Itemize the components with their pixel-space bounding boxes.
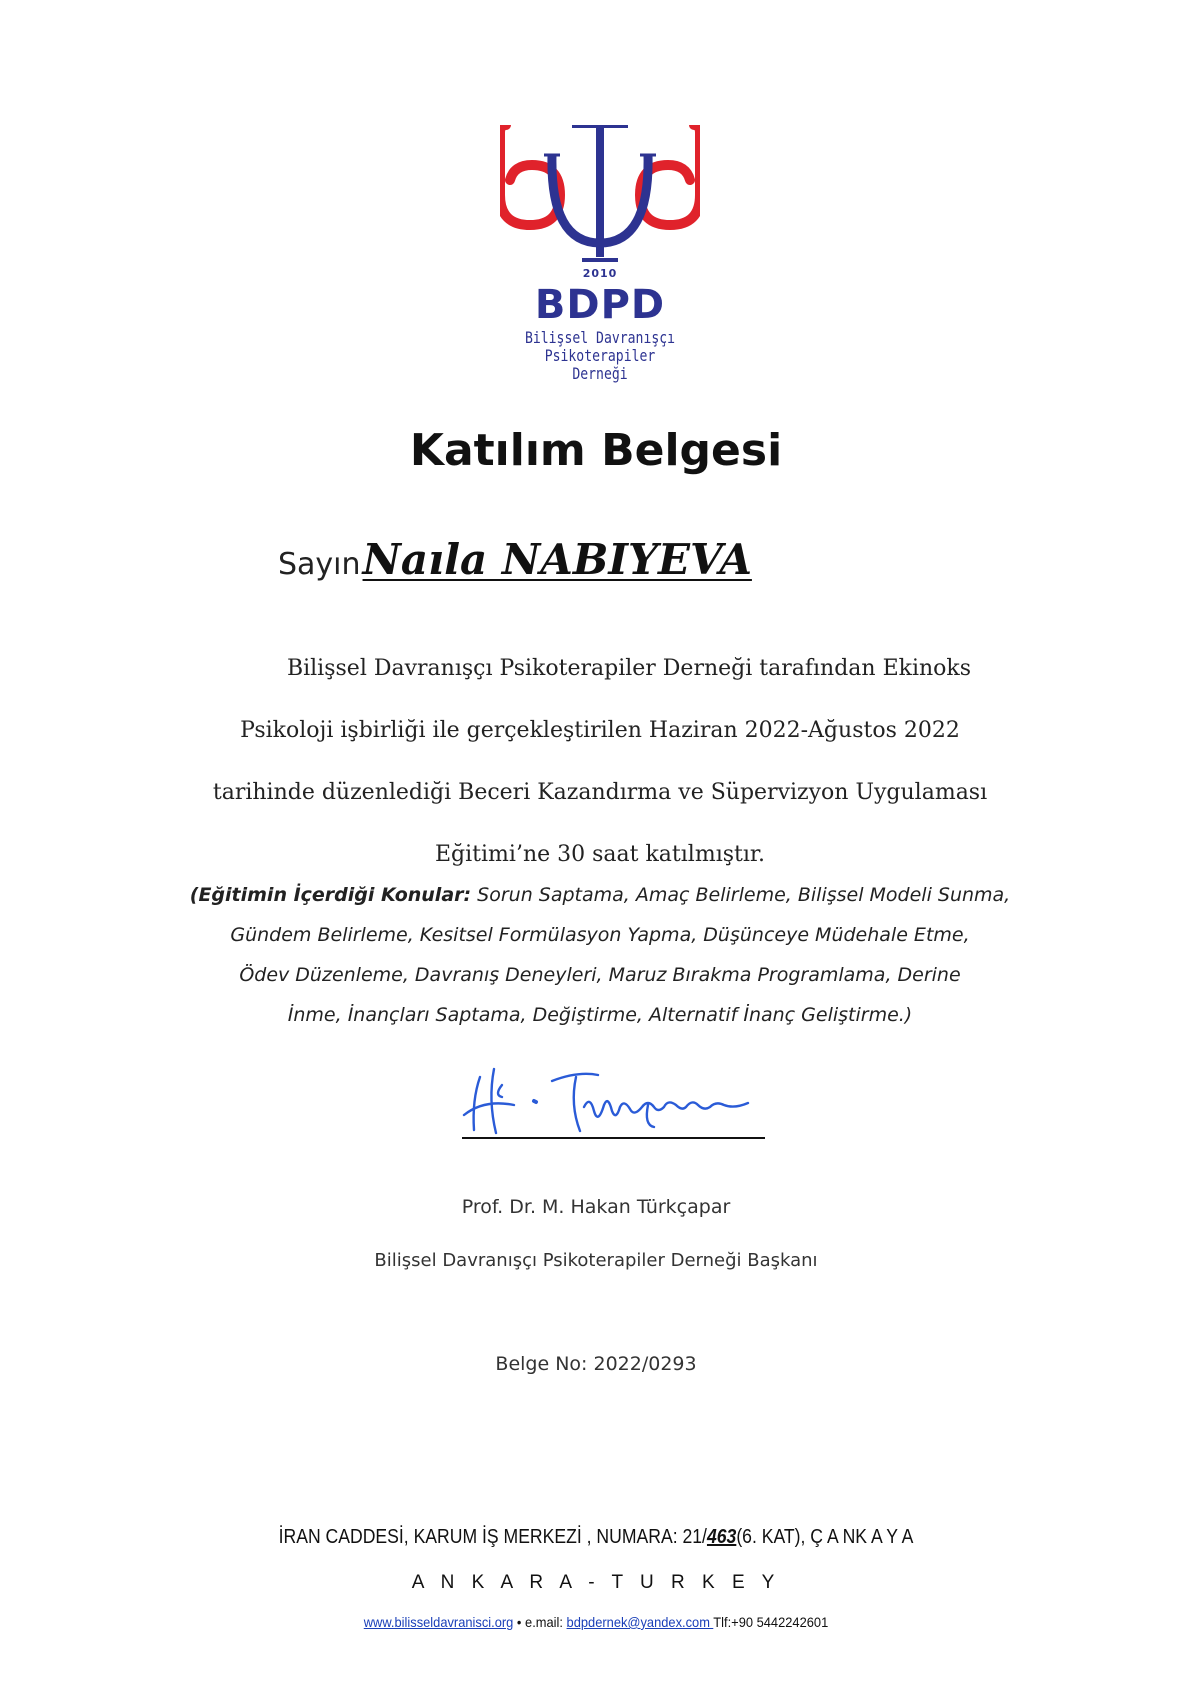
logo-year: 2010 xyxy=(582,267,618,280)
phone-number: Tlf:+90 5442242601 xyxy=(713,1614,829,1630)
email-label: • e.mail: xyxy=(513,1614,567,1630)
logo-subtitle-line2: Psikoterapiler Derneği xyxy=(544,346,656,383)
signature-line xyxy=(462,1137,765,1139)
logo-acronym: BDPD xyxy=(534,282,666,328)
email-link[interactable]: bdpdernek@yandex.com xyxy=(566,1614,714,1630)
website-link[interactable]: www.bilisseldavranisci.org xyxy=(363,1614,514,1630)
salutation xyxy=(278,535,752,584)
topics-label: (Eğitimin İçerdiği Konular: xyxy=(189,884,472,906)
training-topics xyxy=(150,875,1050,1035)
handwritten-signature xyxy=(458,1055,768,1140)
topics-line-1-text: Sorun Saptama, Amaç Belirleme, Bilişsel Modeli Sunma, xyxy=(471,884,1011,906)
signer-title: Bilişsel Davranışçı Psikoterapiler Derneği Başkanı xyxy=(374,1250,818,1271)
address-part-2: (6. KAT), Ç A NK A Y A xyxy=(736,1526,914,1548)
signature-icon xyxy=(458,1055,768,1140)
signer-name: Prof. Dr. M. Hakan Türkçapar xyxy=(461,1196,731,1218)
address-part-1: İRAN CADDESİ, KARUM İŞ MERKEZİ , NUMARA: 21/ xyxy=(278,1526,707,1548)
certificate-title: Katılım Belgesi xyxy=(409,425,783,476)
body-line-3: tarihinde düzenlediği Beceri Kazandırma ve Süpervizyon Uygulaması xyxy=(212,780,988,805)
topics-line-4: İnme, İnançları Saptama, Değiştirme, Alternatif İnanç Geliştirme.) xyxy=(287,1004,913,1026)
footer-city: A N K A R A - T U R K E Y xyxy=(411,1572,781,1593)
bdpd-logo xyxy=(500,125,700,383)
footer-address xyxy=(72,1526,1121,1549)
document-number: Belge No: 2022/0293 xyxy=(495,1353,697,1375)
topics-line-2: Gündem Belirleme, Kesitsel Formülasyon Yapma, Düşünceye Müdehale Etme, xyxy=(230,924,970,946)
certificate-body xyxy=(160,638,1040,886)
logo-subtitle-line1: Bilişsel Davranışçı xyxy=(524,328,676,347)
topics-line-3: Ödev Düzenleme, Davranış Deneyleri, Maruz Bırakma Programlama, Derine xyxy=(239,964,961,986)
body-line-4: Eğitimi’ne 30 saat katılmıştır. xyxy=(435,842,765,867)
body-line-2: Psikoloji işbirliği ile gerçekleştirilen Haziran 2022-Ağustos 2022 xyxy=(240,718,960,743)
address-suite-number: 463 xyxy=(706,1526,737,1548)
psi-logo-icon xyxy=(500,125,700,275)
topics-line-1 xyxy=(150,875,1050,915)
salutation-word: Sayın xyxy=(278,547,361,582)
footer-contact xyxy=(48,1614,1145,1630)
recipient-name: Naıla NABIYEVA xyxy=(362,535,752,584)
body-line-1: Bilişsel Davranışçı Psikoterapiler Derneği tarafından Ekinoks xyxy=(286,656,972,681)
